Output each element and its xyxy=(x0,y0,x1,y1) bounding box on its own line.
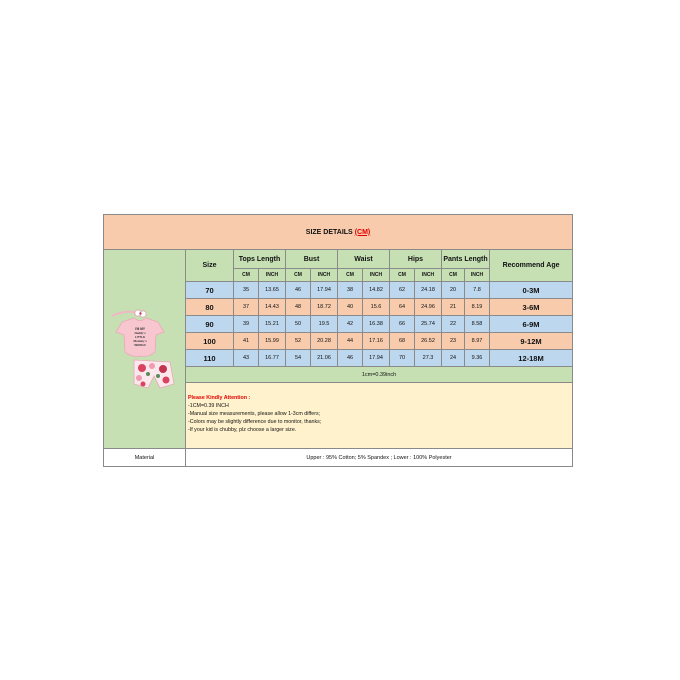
conversion-note: 1cm=0.39inch xyxy=(186,367,573,383)
pants-inch-cell: 8.19 xyxy=(465,299,490,316)
bust-cm-cell: 52 xyxy=(286,333,311,350)
bust-inch-cell: 17.94 xyxy=(311,282,338,299)
pants-inch-cell: 8.58 xyxy=(465,316,490,333)
pants-cm-cell: 24 xyxy=(442,350,465,367)
waist-cm-cell: 38 xyxy=(338,282,363,299)
tops-inch-cell: 14.43 xyxy=(259,299,286,316)
waist-cm-cell: 40 xyxy=(338,299,363,316)
bust-cm-cell: 48 xyxy=(286,299,311,316)
size-cell: 100 xyxy=(186,333,234,350)
age-cell: 0-3M xyxy=(490,282,573,299)
age-cell: 9-12M xyxy=(490,333,573,350)
header-inch: INCH xyxy=(259,269,286,282)
waist-inch-cell: 17.94 xyxy=(363,350,390,367)
size-table xyxy=(103,214,573,467)
age-cell: 12-18M xyxy=(490,350,573,367)
size-chart xyxy=(103,214,572,467)
tops-cm-cell: 39 xyxy=(234,316,259,333)
material-value: Upper : 95% Cotton; 5% Spandex ; Lower : 100% Polyester xyxy=(186,449,573,467)
bust-inch-cell: 20.28 xyxy=(311,333,338,350)
attention-line: -Colors may be slightly difference due to monitor, thanks; xyxy=(188,419,322,425)
waist-cm-cell: 46 xyxy=(338,350,363,367)
attention-line: -Manual size measurements, please allow 1-3cm differs; xyxy=(188,411,321,417)
tops-inch-cell: 13.65 xyxy=(259,282,286,299)
material-row xyxy=(104,449,573,467)
header-cm: CM xyxy=(390,269,415,282)
waist-inch-cell: 17.16 xyxy=(363,333,390,350)
bust-cm-cell: 46 xyxy=(286,282,311,299)
tops-cm-cell: 41 xyxy=(234,333,259,350)
header-waist: Waist xyxy=(338,250,390,269)
hips-inch-cell: 25.74 xyxy=(415,316,442,333)
tops-cm-cell: 37 xyxy=(234,299,259,316)
hips-inch-cell: 24.96 xyxy=(415,299,442,316)
bust-cm-cell: 54 xyxy=(286,350,311,367)
pants-inch-cell: 7.8 xyxy=(465,282,490,299)
pants-cm-cell: 22 xyxy=(442,316,465,333)
outfit-text-3: LITTLE xyxy=(134,335,145,339)
outfit-text-4: Mommy's xyxy=(132,339,147,343)
title-row xyxy=(104,215,573,250)
size-cell: 90 xyxy=(186,316,234,333)
title-unit: (CM) xyxy=(354,228,371,236)
attention-box xyxy=(186,383,573,449)
waist-inch-cell: 14.82 xyxy=(363,282,390,299)
tops-inch-cell: 16.77 xyxy=(259,350,286,367)
material-label: Material xyxy=(104,449,186,467)
header-bust: Bust xyxy=(286,250,338,269)
age-cell: 6-9M xyxy=(490,316,573,333)
hips-cm-cell: 64 xyxy=(390,299,415,316)
outfit-text-5: WORLD xyxy=(133,343,146,347)
pants-cm-cell: 20 xyxy=(442,282,465,299)
waist-cm-cell: 44 xyxy=(338,333,363,350)
page-title xyxy=(104,215,573,250)
hips-inch-cell: 24.18 xyxy=(415,282,442,299)
tops-cm-cell: 43 xyxy=(234,350,259,367)
header-cm: CM xyxy=(338,269,363,282)
header-recommend-age: Recommend Age xyxy=(490,250,573,282)
product-image-cell xyxy=(104,250,186,449)
pants-inch-cell: 8.97 xyxy=(465,333,490,350)
pants-cm-cell: 23 xyxy=(442,333,465,350)
header-pants-length: Pants Length xyxy=(442,250,490,269)
pants-inch-cell: 9.36 xyxy=(465,350,490,367)
tops-inch-cell: 15.99 xyxy=(259,333,286,350)
header-tops-length: Tops Length xyxy=(234,250,286,269)
attention-title: Please Kindly Attention : xyxy=(188,395,251,401)
tops-inch-cell: 15.21 xyxy=(259,316,286,333)
hips-cm-cell: 68 xyxy=(390,333,415,350)
header-inch: INCH xyxy=(363,269,390,282)
tops-cm-cell: 35 xyxy=(234,282,259,299)
waist-inch-cell: 16.38 xyxy=(363,316,390,333)
title-text: SIZE DETAILS xyxy=(305,228,353,236)
waist-inch-cell: 15.6 xyxy=(363,299,390,316)
header-cm: CM xyxy=(234,269,259,282)
header-row xyxy=(104,250,573,269)
header-size: Size xyxy=(186,250,234,282)
bust-inch-cell: 18.72 xyxy=(311,299,338,316)
outfit-text-1: I'M MY xyxy=(134,327,145,331)
baby-outfit-icon xyxy=(108,304,182,394)
hips-cm-cell: 66 xyxy=(390,316,415,333)
attention-line: -If your kid is chubby, plz choose a larger size. xyxy=(188,427,297,433)
bust-inch-cell: 21.06 xyxy=(311,350,338,367)
age-cell: 3-6M xyxy=(490,299,573,316)
waist-cm-cell: 42 xyxy=(338,316,363,333)
size-cell: 110 xyxy=(186,350,234,367)
header-cm: CM xyxy=(442,269,465,282)
hips-cm-cell: 62 xyxy=(390,282,415,299)
size-cell: 70 xyxy=(186,282,234,299)
header-hips: Hips xyxy=(390,250,442,269)
hips-cm-cell: 70 xyxy=(390,350,415,367)
hips-inch-cell: 27.3 xyxy=(415,350,442,367)
attention-line: -1CM=0.39 INCH xyxy=(188,403,229,409)
size-cell: 80 xyxy=(186,299,234,316)
bust-inch-cell: 19.5 xyxy=(311,316,338,333)
outfit-text-2: Daddy's xyxy=(133,331,146,335)
header-inch: INCH xyxy=(415,269,442,282)
bust-cm-cell: 50 xyxy=(286,316,311,333)
header-inch: INCH xyxy=(311,269,338,282)
pants-cm-cell: 21 xyxy=(442,299,465,316)
header-inch: INCH xyxy=(465,269,490,282)
hips-inch-cell: 26.52 xyxy=(415,333,442,350)
header-cm: CM xyxy=(286,269,311,282)
